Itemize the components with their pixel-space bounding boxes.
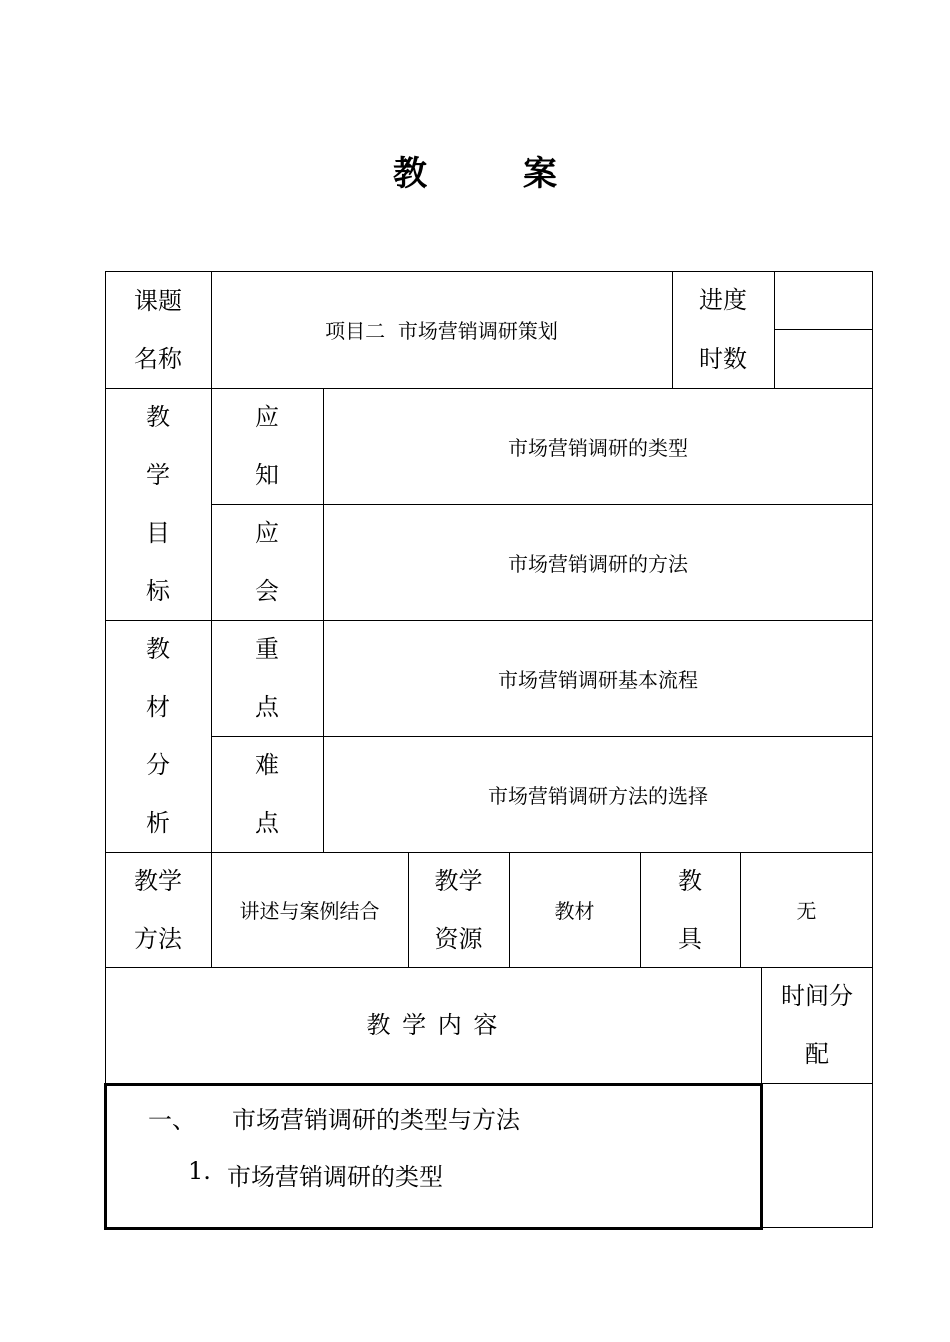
item-1-number: 1. bbox=[188, 1157, 211, 1185]
analysis-label-char: 析 bbox=[146, 809, 170, 837]
item-1-heading: 市场营销调研的类型 bbox=[227, 1163, 443, 1191]
topic-label-line1: 课题 bbox=[134, 286, 182, 315]
page-title-char-1: 教 bbox=[393, 154, 427, 194]
time-allocation-label bbox=[761, 967, 873, 1083]
know-value: 市场营销调研的类型 bbox=[508, 435, 688, 460]
method-label bbox=[105, 852, 211, 967]
key-point-value: 市场营销调研基本流程 bbox=[498, 667, 698, 692]
hours-label: 时数 bbox=[699, 344, 747, 373]
objectives-label-char: 学 bbox=[146, 461, 170, 489]
section-1-number: 一、 bbox=[148, 1106, 196, 1134]
objectives-label-char: 教 bbox=[146, 403, 170, 431]
page-title-char-2: 案 bbox=[523, 154, 557, 194]
tools-label bbox=[640, 852, 740, 967]
difficult-point-label-char: 点 bbox=[255, 809, 279, 837]
topic-label bbox=[105, 271, 211, 388]
know-label-char: 应 bbox=[255, 403, 279, 431]
difficult-point-label bbox=[211, 736, 323, 852]
method-value: 讲述与案例结合 bbox=[239, 899, 380, 923]
time-allocation-line1: 时间分 bbox=[781, 982, 853, 1010]
key-point-label-char: 重 bbox=[255, 635, 279, 663]
page-title bbox=[0, 146, 950, 195]
objectives-label-char: 目 bbox=[146, 519, 170, 547]
hours-value bbox=[774, 329, 873, 388]
difficult-point-label-char: 难 bbox=[255, 751, 279, 779]
tools-value: 无 bbox=[796, 899, 817, 923]
able-label-char: 会 bbox=[255, 577, 279, 605]
know-label bbox=[211, 388, 323, 504]
progress-value bbox=[774, 271, 873, 329]
able-label bbox=[211, 504, 323, 620]
objectives-label bbox=[105, 388, 211, 620]
tools-label-line2: 具 bbox=[678, 924, 702, 953]
analysis-label bbox=[105, 620, 211, 852]
time-allocation-line2: 配 bbox=[805, 1040, 829, 1068]
key-point-label-char: 点 bbox=[255, 693, 279, 721]
difficult-point-value: 市场营销调研方法的选择 bbox=[488, 783, 708, 808]
analysis-label-char: 教 bbox=[146, 635, 170, 663]
topic-label-line2: 名称 bbox=[134, 344, 182, 373]
resource-label-line1: 教学 bbox=[434, 866, 483, 895]
key-point-label bbox=[211, 620, 323, 736]
know-label-char: 知 bbox=[255, 461, 279, 489]
resource-label-line2: 资源 bbox=[434, 924, 483, 953]
objectives-label-char: 标 bbox=[146, 577, 170, 605]
section-1-heading: 市场营销调研的类型与方法 bbox=[232, 1106, 520, 1134]
analysis-label-char: 分 bbox=[146, 751, 170, 779]
resource-label bbox=[408, 852, 509, 967]
able-label-char: 应 bbox=[255, 519, 279, 547]
analysis-label-char: 材 bbox=[146, 693, 170, 721]
method-label-line2: 方法 bbox=[134, 924, 182, 953]
able-value: 市场营销调研的方法 bbox=[508, 551, 688, 576]
resource-value: 教材 bbox=[554, 899, 595, 923]
progress-label: 进度 bbox=[699, 286, 747, 314]
content-header-title: 教 学 内 容 bbox=[366, 1011, 500, 1039]
method-label-line1: 教学 bbox=[134, 866, 182, 895]
tools-label-line1: 教 bbox=[678, 866, 702, 895]
topic-value: 项目二 市场营销调研策划 bbox=[325, 319, 558, 343]
